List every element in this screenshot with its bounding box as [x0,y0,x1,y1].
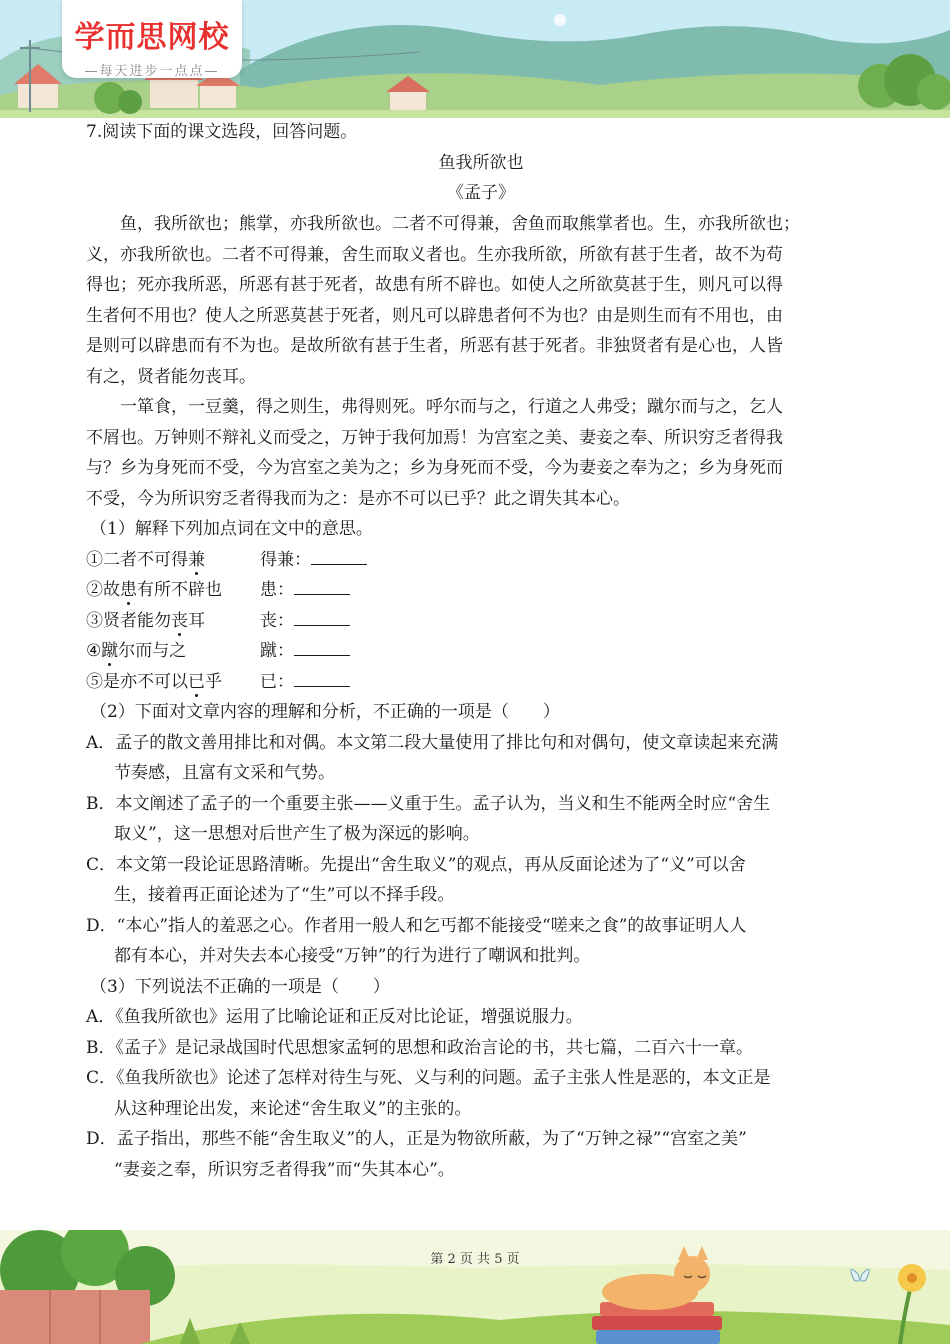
q1-item-label: 蹴： [260,641,294,661]
q3-option-b[interactable]: B．《孟子》是记录战国时代思想家孟轲的思想和政治言论的书，共七篇，二百六十一章。 [86,1038,753,1058]
passage-title: 鱼我所欲也 [438,153,524,173]
q2-option-b[interactable]: B．本文阐述了孟子的一个重要主张——义重于生。孟子认为，当义和生不能两全时应“舍生 [86,794,771,814]
q1-item [86,548,386,572]
q1-item [86,609,386,633]
answer-blank[interactable] [294,580,350,595]
q1-item-dotted-word: 患 [120,580,137,600]
q1-item-dotted-word: 丧 [171,611,188,631]
q1-item-text: 耳 [188,611,205,631]
passage-line: 一箪食，一豆羹，得之则生，弗得则死。呼尔而与之，行道之人弗受；蹴尔而与之，乞人 [120,397,783,417]
q1-item [86,670,386,694]
passage-line: 鱼，我所欲也；熊掌，亦我所欲也。二者不可得兼，舍鱼而取熊掌者也。生，亦我所欲也； [120,214,800,234]
q3-prompt: （3）下列说法不正确的一项是（ ） [90,977,390,997]
q1-item-text: ⑤是亦不可以 [86,672,188,692]
q1-item-label: 得兼： [260,550,311,570]
answer-blank[interactable] [311,550,367,565]
q3-option-a[interactable]: A．《鱼我所欲也》运用了比喻论证和正反对比论证，增强说服力。 [86,1007,583,1027]
logo-main-text: 学而思网校 [74,20,230,55]
q1-item-dotted-word: 蹴 [101,641,119,661]
question-stem: 7.阅读下面的课文选段，回答问题。 [86,122,358,142]
passage-line: 有之，贤者能勿丧耳。 [86,367,256,387]
answer-blank[interactable] [294,672,350,687]
footer-banner [0,1230,950,1344]
q1-item-text: 乎 [205,672,222,692]
passage-line: 义，亦我所欲也。二者不可得兼，舍生而取义者也。生亦我所欲，所欲有甚于生者，故不为苟 [86,245,783,265]
q1-item-text: ②故 [86,580,120,600]
q1-item [86,639,386,663]
q2-prompt: （2）下面对文章内容的理解和分析，不正确的一项是（ ） [90,702,560,722]
q1-item-text: 有所不辟也 [137,580,222,600]
q2-option-c-cont: 生，接着再正面论述为了“生”可以不择手段。 [114,885,455,905]
q2-option-d-cont: 都有本心，并对失去本心接受“万钟”的行为进行了嘲讽和批判。 [114,946,591,966]
passage-line: 与？乡为身死而不受，今为宫室之美为之；乡为身死而不受，今为妻妾之奉为之；乡为身死而 [86,458,783,478]
header-banner [0,0,950,118]
q2-option-d[interactable]: D．“本心”指人的羞恶之心。作者用一般人和乞丐都不能接受“嗟来之食”的故事证明人人 [86,916,747,936]
page-number: 第 2 页 共 5 页 [430,1252,520,1267]
q3-option-d[interactable]: D．孟子指出，那些不能“舍生取义”的人，正是为物欲所蔽，为了“万钟之禄”“宫室之美” [86,1129,747,1149]
q1-item-dotted-word: 已 [188,672,205,692]
q1-item-label: 已： [260,672,294,692]
passage-line: 得也；死亦我所恶，所恶有甚于死者，故患有所不辟也。如使人之所欲莫甚于生，则凡可以得 [86,275,783,295]
q1-item-label: 患： [260,580,294,600]
q2-option-a[interactable]: A．孟子的散文善用排比和对偶。本文第二段大量使用了排比句和对偶句，使文章读起来充满 [86,733,779,753]
q2-option-b-cont: 取义”，这一思想对后世产生了极为深远的影响。 [114,824,480,844]
q2-option-a-cont: 节奏感，且富有文采和气势。 [114,763,335,783]
q1-item-text: ①二者不可得 [86,550,188,570]
logo-slogan: —每天进步一点点— [84,64,220,79]
q3-option-c[interactable]: C．《鱼我所欲也》论述了怎样对待生与死、义与利的问题。孟子主张人性是恶的，本文正是 [86,1068,771,1088]
answer-blank[interactable] [294,641,350,656]
q1-item-text: 尔而与之 [118,641,187,661]
passage-line: 生者何不用也？使人之所恶莫甚于死者，则凡可以辟患者何不为也？由是则生而有不用也，由 [86,306,783,326]
passage-source: 《孟子》 [447,183,515,203]
q1-item-dotted-word: 兼 [188,550,205,570]
answer-blank[interactable] [294,611,350,626]
passage-line: 不屑也。万钟则不辩礼义而受之，万钟于我何加焉！为宫室之美、妻妾之奉、所识穷乏者得我 [86,428,783,448]
q1-item-text: ③贤者能勿 [86,611,171,631]
q3-option-d-cont: “妻妾之奉，所识穷乏者得我”而“失其本心”。 [114,1160,455,1180]
q1-item-label: 丧： [260,611,294,631]
q1-prompt: （1）解释下列加点词在文中的意思。 [90,519,373,539]
passage-line: 不受，今为所识穷乏者得我而为之：是亦不可以已乎？此之谓失其本心。 [86,489,630,509]
q1-item [86,578,386,602]
q2-option-c[interactable]: C．本文第一段论证思路清晰。先提出“舍生取义”的观点，再从反面论述为了“义”可以舍 [86,855,746,875]
passage-line: 是则可以辟患而有不为也。是故所欲有甚于生者，所恶有甚于死者。非独贤者有是心也，人皆 [86,336,783,356]
q1-item-text: ④ [86,641,102,661]
brand-logo [62,0,242,78]
q3-option-c-cont: 从这种理论出发，来论述“舍生取义”的主张的。 [114,1099,472,1119]
